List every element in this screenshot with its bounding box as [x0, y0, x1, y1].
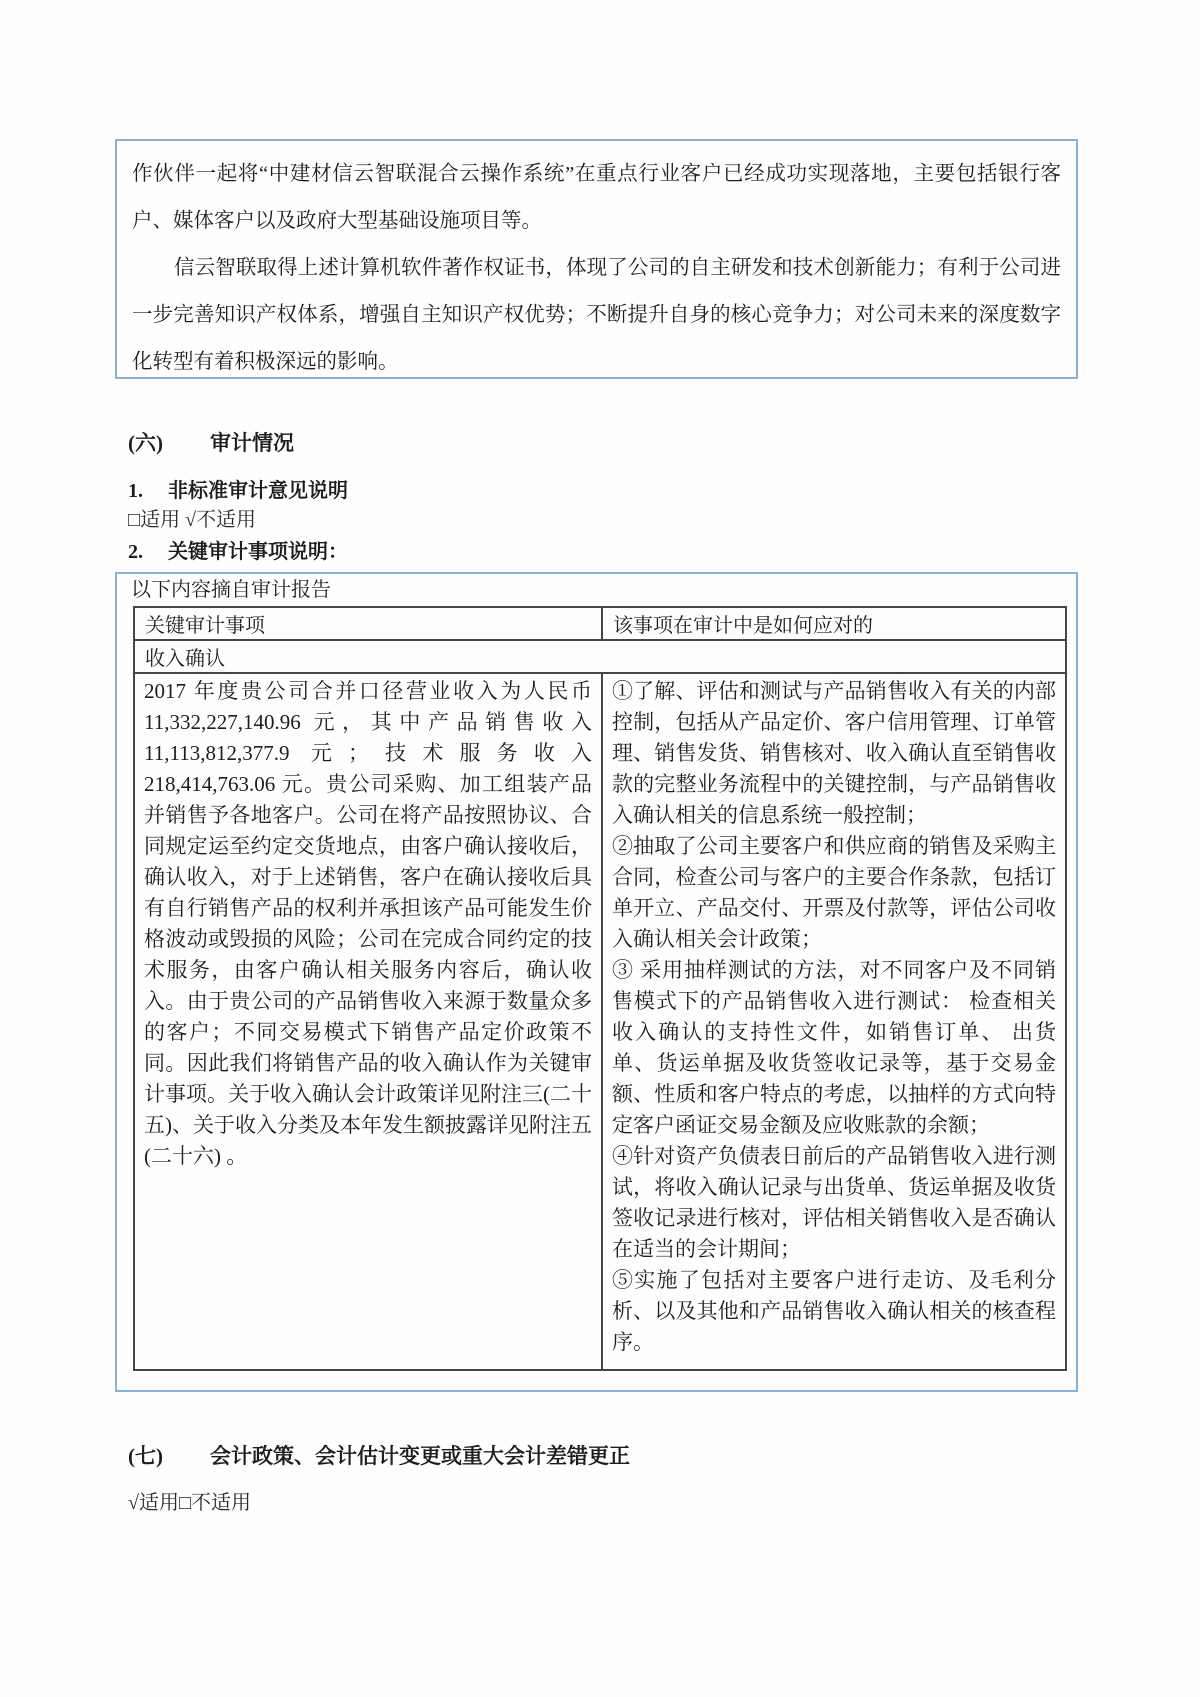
item-1-title: 非标准审计意见说明 [168, 480, 348, 502]
item-2-title: 关键审计事项说明： [168, 541, 348, 563]
key-matter-cell [134, 673, 602, 1370]
category-cell: 收入确认 [134, 640, 1066, 673]
response-item-3: ③ 采用抽样测试的方法，对不同客户及不同销售模式下的产品销售收入进行测试： 检查相关收入确认的支持性文件，如销售订单、 出货单、货运单据及收货签收记录等，基于交易金额、性质和客户特点的考虑，以抽样的方式向特定客户函证交易金额及应收账款的余额； [612, 958, 1056, 1137]
section-6-number: (六) [128, 431, 163, 455]
column-header-key-matter: 关键审计事项 [134, 607, 602, 640]
intro-highlight-box [115, 139, 1078, 379]
response-item-4: ④针对资产负债表日前后的产品销售收入进行测试，将收入确认记录与出货单、货运单据及收货签收记录进行核对，评估相关销售收入是否确认在适当的会计期间； [612, 1144, 1056, 1261]
table-category-row [134, 640, 1066, 673]
table-header-row [134, 607, 1066, 640]
intro-paragraph-1: 作伙伴一起将“中建材信云智联混合云操作系统”在重点行业客户已经成功实现落地，主要包括银行客户、媒体客户以及政府大型基础设施项目等。 [132, 163, 1061, 232]
response-item-2: ②抽取了公司主要客户和供应商的销售及采购主合同，检查公司与客户的主要合作条款，包括订单开立、产品交付、开票及付款等，评估公司收入确认相关会计政策； [612, 834, 1056, 951]
section-7-number: (七) [128, 1444, 163, 1468]
section-7-heading [128, 1443, 630, 1469]
section-7-title: 会计政策、会计估计变更或重大会计差错更正 [210, 1444, 630, 1468]
item-1-number: 1. [128, 480, 143, 502]
table-content-row [134, 673, 1066, 1370]
item-2-number: 2. [128, 541, 143, 563]
column-header-response: 该事项在审计中是如何应对的 [602, 607, 1066, 640]
audit-table [133, 606, 1067, 1371]
section-6-title: 审计情况 [210, 431, 294, 455]
response-cell [602, 673, 1066, 1370]
item-1-applicability: □适用 √不适用 [128, 509, 257, 531]
item-1-heading [128, 479, 348, 503]
response-item-5: ⑤实施了包括对主要客户进行走访、及毛利分析、以及其他和产品销售收入确认相关的核查程序。 [612, 1268, 1056, 1354]
audit-table-box [115, 572, 1078, 1392]
section-6-heading [128, 430, 294, 456]
item-2-heading [128, 540, 348, 564]
response-item-1: ①了解、评估和测试与产品销售收入有关的内部控制，包括从产品定价、客户信用管理、订单管理、销售发货、销售核对、收入确认直至销售收款的完整业务流程中的关键控制，与产品销售收入确认相关的信息系统一般控制； [612, 679, 1056, 827]
audit-source-note: 以下内容摘自审计报告 [131, 579, 331, 601]
section-7-applicability: √适用□不适用 [128, 1492, 252, 1514]
intro-paragraph-2: 信云智联取得上述计算机软件著作权证书，体现了公司的自主研发和技术创新能力；有利于公司进一步完善知识产权体系，增强自主知识产权优势；不断提升自身的核心竞争力；对公司未来的深度数字化转型有着积极深远的影响。 [132, 257, 1061, 373]
key-matter-text: 2017 年度贵公司合并口径营业收入为人民币11,332,227,140.96 元，其中产品销售收入11,113,812,377.9 元；技术服务收入218,414,763.06 元。贵公司采购、加工组装产品并销售予各地客户。公司在将产品按照协议、合同规定运至约定交货地点，由客户确认接收后，确认收入，对于上述销售，客户在确认接收后具有自行销售产品的权利并承担该产品可能发生价格波动或毁损的风险；公司在完成合同约定的技术服务，由客户确认相关服务内容后，确认收入。由于贵公司的产品销售收入来源于数量众多的客户；不同交易模式下销售产品定价政策不同。因此我们将销售产品的收入确认作为关键审计事项。关于收入确认会计政策详见附注三(二十五)、关于收入分类及本年发生额披露详见附注五(二十六) 。 [144, 679, 592, 1168]
